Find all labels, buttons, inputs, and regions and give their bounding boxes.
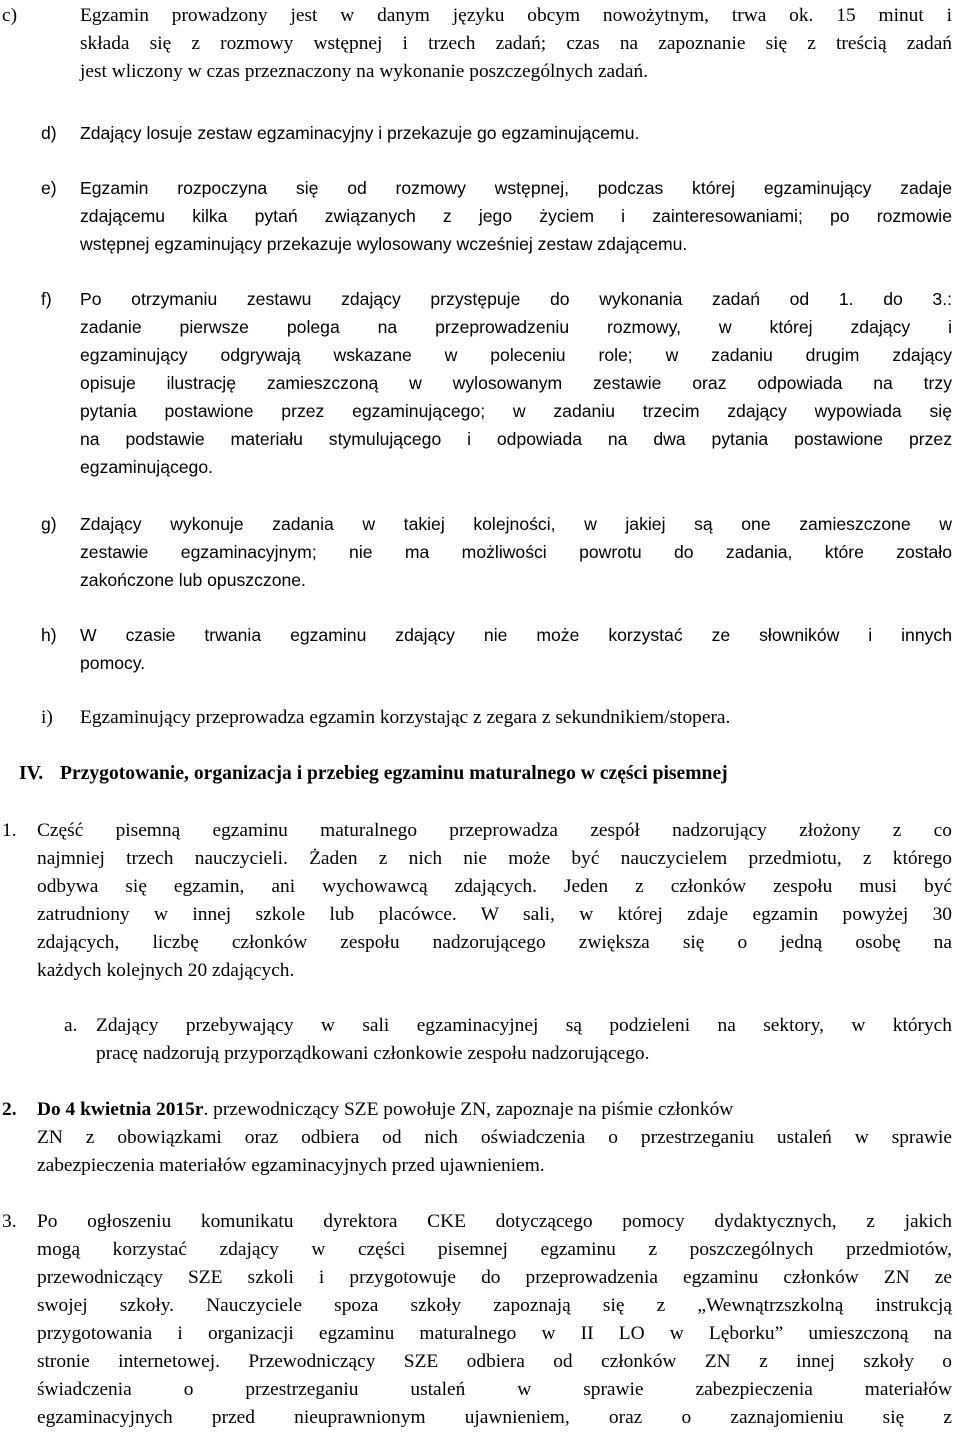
list-line: zakończone lub opuszczone. [80,570,306,590]
list-line: przygotowania i organizacji egzaminu maturalnego w II LO w Lęborku” umieszczoną na [37,1323,952,1344]
list-line: świadczenia o przestrzeganiu ustaleń w sprawie zabezpieczenia materiałów [37,1379,952,1400]
deadline-text: Do 4 kwietnia 2015r [37,1099,204,1120]
list-label: d) [41,123,57,143]
list-line: Część pisemną egzaminu maturalnego przeprowadza zespół nadzorujący złożony z co [37,820,952,841]
list-line: Egzamin rozpoczyna się od rozmowy wstępnej, podczas której egzaminujący zadaje [80,178,952,198]
list-line: egzaminacyjnych przed nieuprawnionym ujawnieniem, oraz o zaznajomieniu się z [37,1407,952,1428]
list-line: W czasie trwania egzaminu zdający nie może korzystać ze słowników i innych [80,625,952,645]
list-label: 1. [2,820,17,841]
list-line: przewodniczący SZE szkoli i przygotowuje do przeprowadzenia egzaminu członków ZN ze [37,1267,952,1288]
list-line: każdych kolejnych 20 zdających. [37,960,295,981]
list-label: h) [41,625,57,645]
list-line: zdającemu kilka pytań związanych z jego życiem i zainteresowaniami; po rozmowie [80,206,952,226]
list-line: najmniej trzech nauczycieli. Żaden z nich nie może być nauczycielem przedmiotu, z którego [37,848,952,869]
list-line: odbywa się egzamin, ani wychowawcą zdających. Jeden z członków zespołu musi być [37,876,952,897]
list-label: 2. [2,1099,17,1120]
list-line: jest wliczony w czas przeznaczony na wykonanie poszczególnych zadań. [80,61,648,82]
list-line: ZN z obowiązkami oraz odbiera od nich oświadczenia o przestrzeganiu ustaleń w sprawie [37,1127,952,1148]
list-line: pytania postawione przez egzaminującego; w zadaniu trzecim zdający wypowiada się [80,401,952,421]
list-line: egzaminującego. [80,457,214,477]
list-line [37,1097,952,1125]
section-title: Przygotowanie, organizacja i przebieg egzaminu maturalnego w części pisemnej [60,763,728,784]
list-line: składa się z rozmowy wstępnej i trzech zadań; czas na zapoznanie się z treścią zadań [80,33,952,54]
list-line: zatrudniony w innej szkole lub placówce. W sali, w której zdaje egzamin powyżej 30 [37,904,952,925]
list-line: Po ogłoszeniu komunikatu dyrektora CKE dotyczącego pomocy dydaktycznych, z jakich [37,1211,952,1232]
list-line: zadanie pierwsze polega na przeprowadzeniu rozmowy, w której zdający i [80,317,952,337]
list-line: Zdający wykonuje zadania w takiej kolejności, w jakiej są one zamieszczone w [80,514,952,534]
list-label: a. [64,1015,78,1036]
list-line: opisuje ilustrację zamieszczoną w wylosowanym zestawie oraz odpowiada na trzy [80,373,952,393]
list-line: egzaminujący odgrywają wskazane w poleceniu role; w zadaniu drugim zdający [80,345,952,365]
list-line: Po otrzymaniu zestawu zdający przystępuje do wykonania zadań od 1. do 3.: [80,289,952,309]
section-number: IV. [19,763,44,784]
list-label: c) [2,5,18,26]
list-label: g) [41,514,57,534]
list-label: 3. [2,1211,17,1232]
list-line: swojej szkoły. Nauczyciele spoza szkoły zapoznają się z „Wewnątrzszkolną instrukcją [37,1295,952,1316]
list-line: zabezpieczenia materiałów egzaminacyjnych przed ujawnieniem. [37,1155,545,1176]
list-line: pracę nadzorują przyporządkowani członkowie zespołu nadzorującego. [96,1043,650,1064]
list-line: na podstawie materiału stymulującego i odpowiada na dwa pytania postawione przez [80,429,952,449]
list-line: Zdający przebywający w sali egzaminacyjnej są podzieleni na sektory, w których [96,1015,952,1036]
list-line: wstępnej egzaminujący przekazuje wylosowany wcześniej zestaw zdającemu. [80,234,688,254]
list-line: Zdający losuje zestaw egzaminacyjny i przekazuje go egzaminującemu. [80,123,640,143]
list-line: mogą korzystać zdający w części pisemnej egzaminu z poszczególnych przedmiotów, [37,1239,952,1260]
list-line: stronie internetowej. Przewodniczący SZE odbiera od członków ZN z innej szkoły o [37,1351,952,1372]
line-continuation: . przewodniczący SZE powołuje ZN, zapoznaje na piśmie członków [203,1099,734,1120]
list-label: i) [41,707,53,728]
list-label: f) [41,289,52,309]
list-line: zdających, liczbę członków zespołu nadzorującego zwiększa się o jedną osobę na [37,932,952,953]
list-line: Egzaminujący przeprowadza egzamin korzystając z zegara z sekundnikiem/stopera. [80,707,731,728]
list-label: e) [41,178,57,198]
list-line: Egzamin prowadzony jest w danym języku obcym nowożytnym, trwa ok. 15 minut i [80,5,952,26]
list-line: pomocy. [80,653,146,673]
list-line: zestawie egzaminacyjnym; nie ma możliwości powrotu do zadania, które zostało [80,542,952,562]
